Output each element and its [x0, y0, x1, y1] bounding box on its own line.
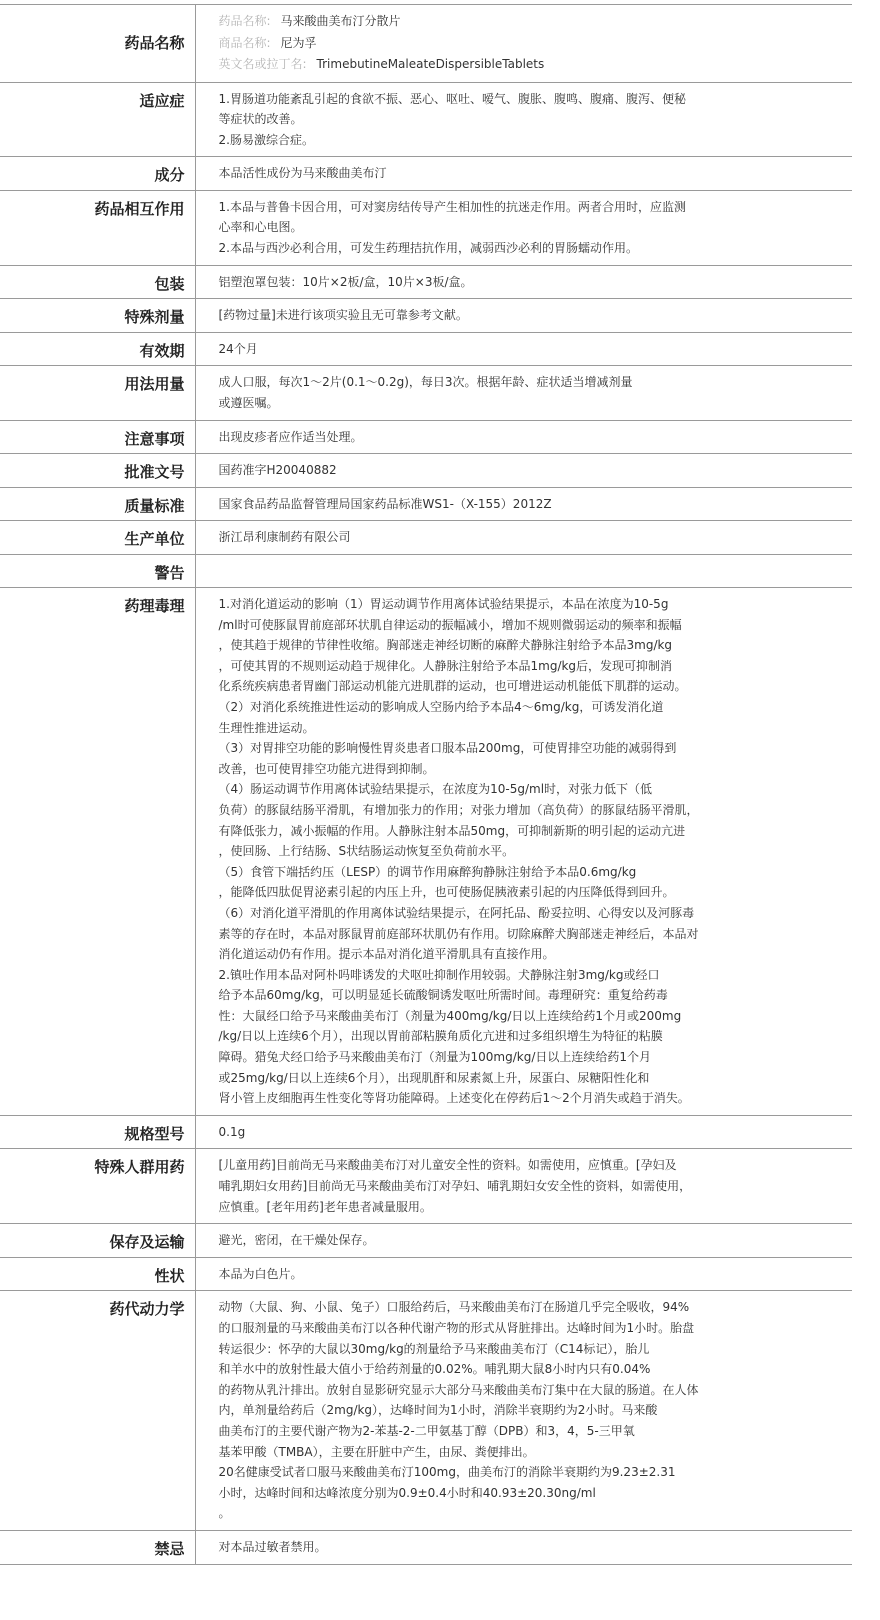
value-line: 给予本品60mg/kg，可以明显延长硫酸铜诱发呕吐所需时间。毒理研究：重复给药毒 — [218, 988, 668, 1003]
info-row — [0, 487, 852, 521]
row-label: 药品名称 — [0, 5, 195, 83]
value-line: （5）食管下端括约压（LESP）的调节作用麻醉狗静脉注射给予本品0.6mg/kg — [218, 864, 637, 879]
info-row — [0, 588, 852, 1116]
value-line: /kg/日以上连续6个月），出现以胃前部粘膜角质化亢进和过多组织增生为特征的粘膜 — [218, 1029, 663, 1044]
info-row — [0, 1224, 852, 1258]
info-row — [0, 157, 852, 191]
info-row — [0, 1149, 852, 1224]
value-line: 的口服剂量的马来酸曲美布汀以各种代谢产物的形式从肾脏排出。达峰时间为1小时。胎盘 — [218, 1321, 695, 1335]
value-line: 曲美布汀的主要代谢产物为2-苯基-2-二甲氨基丁醇（DPB）和3，4，5-三甲氧 — [218, 1423, 635, 1438]
value-line: 有降低张力，减小振幅的作用。人静脉注射本品50mg，可抑制新斯的明引起的运动亢进 — [218, 823, 686, 838]
row-label: 质量标准 — [0, 487, 195, 521]
row-value — [195, 299, 852, 333]
value-line: 应慎重。[老年用药]老年患者减量服用。 — [218, 1199, 432, 1214]
info-row — [0, 82, 852, 157]
value-line: 内，单剂量给药后（2mg/kg），达峰时间为1小时，消除半衰期约为2小时。马来酸 — [218, 1403, 658, 1418]
trade-name-value: 尼为孚 — [280, 35, 317, 50]
row-value — [195, 157, 852, 191]
value-line: ，能降低四肽促胃泌素引起的内压上升，也可使肠促胰液素引起的内压降低得到回升。 — [218, 885, 675, 900]
row-label: 特殊剂量 — [0, 299, 195, 333]
value-line: 和羊水中的放射性最大值小于给药剂量的0.02%。哺乳期大鼠8小时内只有0.04% — [218, 1362, 651, 1377]
value-line: 素等的存在时，本品对豚鼠胃前庭部环状肌仍有作用。切除麻醉犬胸部迷走神经后，本品对 — [218, 926, 699, 941]
value-line: ，可使其胃的不规则运动趋于规律化。人静脉注射给予本品1mg/kg后，发现可抑制消 — [218, 658, 673, 673]
value-line: 化系统疾病患者胃幽门部运动机能亢进肌群的运动，也可增进运动机能低下肌群的运动。 — [218, 679, 687, 694]
row-value — [195, 1115, 852, 1149]
value-line: 2.肠易激综合症。 — [218, 132, 314, 147]
info-row — [0, 332, 852, 366]
row-value — [195, 190, 852, 265]
row-value — [195, 588, 852, 1116]
english-name-value: TrimebutineMaleateDispersibleTablets — [316, 57, 545, 71]
value-line: 。 — [218, 1506, 231, 1521]
row-label: 规格型号 — [0, 1115, 195, 1149]
row-label: 注意事项 — [0, 420, 195, 454]
info-row — [0, 420, 852, 454]
row-names — [0, 5, 852, 83]
value-line: 2.本品与西沙必利合用，可发生药理拮抗作用，减弱西沙必利的胃肠蠕动作用。 — [218, 241, 638, 256]
info-row — [0, 454, 852, 488]
row-value — [195, 1530, 852, 1564]
generic-name-key: 药品名称: — [218, 14, 271, 28]
value-line: 障碍。猎兔犬经口给予马来酸曲美布汀（剂量为100mg/kg/日以上连续给药1个月 — [218, 1050, 652, 1065]
row-value — [195, 487, 852, 521]
value-line: 本品为白色片。 — [218, 1266, 303, 1281]
value-line: 1.对消化道运动的影响（1）胃运动调节作用离体试验结果提示，本品在浓度为10-5g — [218, 597, 669, 611]
value-line: 1.本品与普鲁卡因合用，可对窦房结传导产生相加性的抗迷走作用。两者合用时，应监测 — [218, 199, 686, 214]
value-line: 成人口服，每次1～2片(0.1～0.2g)，每日3次。根据年龄、症状适当增减剂量 — [218, 375, 633, 390]
row-label: 批准文号 — [0, 454, 195, 488]
row-value — [195, 1149, 852, 1224]
value-line: 或遵医嘱。 — [218, 396, 279, 411]
info-row — [0, 1115, 852, 1149]
value-line: 小时，达峰时间和达峰浓度分别为0.9±0.4小时和40.93±20.30ng/ml — [218, 1485, 596, 1500]
row-value — [195, 1291, 852, 1531]
english-name-key: 英文名或拉丁名: — [218, 57, 307, 71]
drug-info-body — [0, 5, 852, 1565]
value-line: 出现皮疹者应作适当处理。 — [218, 429, 363, 444]
info-row — [0, 1257, 852, 1291]
row-label: 药理毒理 — [0, 588, 195, 1116]
value-line: 24个月 — [218, 341, 258, 356]
value-line: 避光，密闭，在干燥处保存。 — [218, 1233, 375, 1248]
row-value — [195, 521, 852, 555]
generic-name-value: 马来酸曲美布汀分散片 — [280, 14, 401, 28]
value-line: /ml时可使豚鼠胃前庭部环状肌自律运动的振幅减小，增加不规则微弱运动的频率和振幅 — [218, 617, 682, 632]
value-line: 哺乳期妇女用药]目前尚无马来酸曲美布汀对孕妇、哺乳期妇女安全性的资料，如需使用， — [218, 1179, 692, 1194]
value-line: 国家食品药品监督管理局国家药品标准WS1-（X-155）2012Z — [218, 496, 552, 511]
row-label: 特殊人群用药 — [0, 1149, 195, 1224]
row-value — [195, 265, 852, 299]
value-line: 国药准字H20040882 — [218, 463, 337, 478]
value-line: （6）对消化道平滑肌的作用离体试验结果提示，在阿托品、酚妥拉明、心得安以及河豚毒 — [218, 905, 695, 920]
value-line: 对本品过敏者禁用。 — [218, 1539, 327, 1554]
row-value — [195, 555, 852, 588]
info-row — [0, 366, 852, 420]
value-line: ，使其趋于规律的节律性收缩。胸部迷走神经切断的麻醉犬静脉注射给予本品3mg/kg — [218, 638, 673, 653]
value-line: 动物（大鼠、狗、小鼠、兔子）口服给药后，马来酸曲美布汀在肠道几乎完全吸收，94% — [218, 1300, 690, 1315]
row-label: 适应症 — [0, 82, 195, 157]
row-label: 保存及运输 — [0, 1224, 195, 1258]
row-value — [195, 366, 852, 420]
value-line: 消化道运动仍有作用。提示本品对消化道平滑肌具有直接作用。 — [218, 947, 555, 962]
value-line: 性：大鼠经口给予马来酸曲美布汀（剂量为400mg/kg/日以上连续给药1个月或200mg — [218, 1008, 682, 1023]
value-line: 负荷）的豚鼠结肠平滑肌，有增加张力的作用；对张力增加（高负荷）的豚鼠结肠平滑肌， — [218, 802, 699, 817]
row-value — [195, 454, 852, 488]
name-values — [195, 5, 852, 83]
info-row — [0, 299, 852, 333]
trade-name-key: 商品名称: — [218, 35, 271, 50]
value-line: 肾小管上皮细胞再生性变化等肾功能障碍。上述变化在停药后1～2个月消失或趋于消失。 — [218, 1091, 690, 1106]
row-value — [195, 1257, 852, 1291]
value-line: 改善，也可使胃排空功能亢进得到抑制。 — [218, 761, 435, 776]
row-label: 成分 — [0, 157, 195, 191]
english-name-line — [219, 54, 845, 76]
value-line: 等症状的改善。 — [218, 112, 303, 127]
row-label: 用法用量 — [0, 366, 195, 420]
drug-info-table — [0, 4, 852, 1565]
info-row — [0, 190, 852, 265]
info-row — [0, 521, 852, 555]
value-line: ，使回肠、上行结肠、S状结肠运动恢复至负荷前水平。 — [218, 844, 515, 859]
trade-name-line — [219, 33, 845, 55]
row-label: 禁忌 — [0, 1530, 195, 1564]
info-row — [0, 1291, 852, 1531]
value-line: 0.1g — [218, 1124, 246, 1139]
row-value — [195, 82, 852, 157]
value-line: 铝塑泡罩包装：10片×2板/盒，10片×3板/盒。 — [218, 274, 473, 289]
value-line: 心率和心电图。 — [218, 220, 303, 235]
generic-name-line — [219, 11, 845, 33]
row-label: 警告 — [0, 555, 195, 588]
value-line: （2）对消化系统推进性运动的影响成人空肠内给予本品4～6mg/kg，可诱发消化道 — [218, 699, 664, 714]
row-value — [195, 332, 852, 366]
value-line: 的药物从乳汁排出。放射自显影研究显示大部分马来酸曲美布汀集中在大鼠的肠道。在人体 — [218, 1382, 699, 1397]
value-line: 或25mg/kg/日以上连续6个月），出现肌酐和尿素氮上升，尿蛋白、尿糖阳性化和 — [218, 1070, 650, 1085]
value-line: [儿童用药]目前尚无马来酸曲美布汀对儿童安全性的资料。如需使用，应慎重。[孕妇及 — [218, 1158, 677, 1173]
row-label: 生产单位 — [0, 521, 195, 555]
row-label: 有效期 — [0, 332, 195, 366]
info-row — [0, 555, 852, 588]
row-value — [195, 1224, 852, 1258]
value-line: （3）对胃排空功能的影响慢性胃炎患者口服本品200mg，可使胃排空功能的减弱得到 — [218, 741, 677, 756]
value-line: [药物过量]未进行该项实验且无可靠参考文献。 — [218, 308, 468, 323]
value-line: 1.胃肠道功能紊乱引起的食欲不振、恶心、呕吐、嗳气、腹胀、腹鸣、腹痛、腹泻、便秘 — [218, 91, 686, 106]
value-line: 浙江昂利康制药有限公司 — [218, 530, 351, 545]
row-value — [195, 420, 852, 454]
info-row — [0, 265, 852, 299]
info-row — [0, 1530, 852, 1564]
row-label: 药代动力学 — [0, 1291, 195, 1531]
value-line: 转运很少：怀孕的大鼠以30mg/kg的剂量给予马来酸曲美布汀（C14标记），胎儿 — [218, 1341, 650, 1356]
value-line: （4）肠运动调节作用离体试验结果提示，在浓度为10-5g/ml时，对张力低下（低 — [218, 782, 653, 797]
value-line: 生理性推进运动。 — [218, 720, 315, 735]
value-line: 本品活性成份为马来酸曲美布汀 — [218, 166, 387, 181]
row-label: 药品相互作用 — [0, 190, 195, 265]
value-line: 20名健康受试者口服马来酸曲美布汀100mg，曲美布汀的消除半衰期约为9.23±2.31 — [218, 1465, 676, 1480]
value-line: 2.镇吐作用本品对阿朴吗啡诱发的犬呕吐抑制作用较弱。犬静脉注射3mg/kg或经口 — [218, 967, 660, 982]
row-label: 包装 — [0, 265, 195, 299]
row-label: 性状 — [0, 1257, 195, 1291]
value-line: 基苯甲酸（TMBA），主要在肝脏中产生，由尿、粪便排出。 — [218, 1444, 535, 1459]
